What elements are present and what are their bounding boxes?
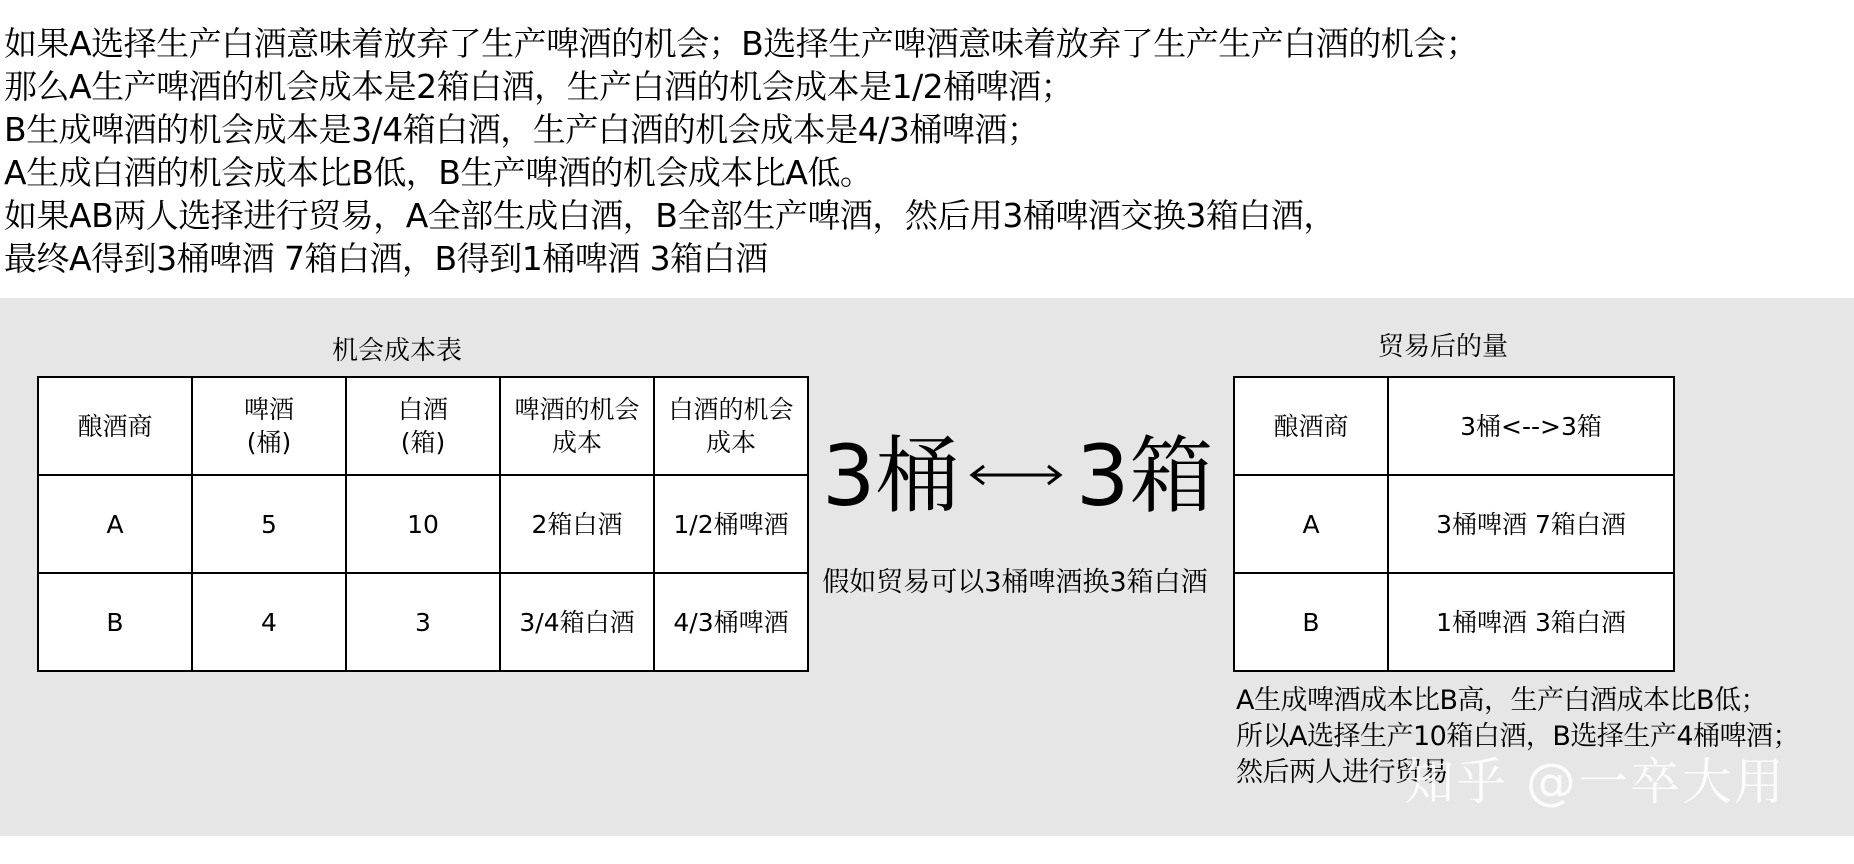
cell-beer: 5 (192, 475, 346, 573)
intro-text (4, 22, 1844, 280)
cell-brewer: A (1234, 475, 1388, 573)
exchange-left-amount: 3桶 (822, 427, 960, 525)
cell-liquor-cost: 1/2桶啤酒 (654, 475, 808, 573)
header-brewer: 酿酒商 (38, 377, 192, 475)
header-exchange: 3桶<-->3箱 (1388, 377, 1674, 475)
header-liquor (346, 377, 500, 475)
header-liquor-label: 白酒 (箱) (397, 395, 448, 457)
double-arrow-icon (966, 458, 1066, 492)
header-liquor-opportunity-cost: 白酒的机会成本 (654, 377, 808, 475)
table-row (1234, 573, 1674, 671)
exchange-right-amount: 3箱 (1076, 427, 1214, 525)
table-header-row (38, 377, 808, 475)
cell-amounts: 3桶啤酒 7箱白酒 (1388, 475, 1674, 573)
table-row (38, 475, 808, 573)
table-row (38, 573, 808, 671)
note-line-1: A生成啤酒成本比B高，生产白酒成本比B低； (1236, 685, 1768, 716)
header-beer (192, 377, 346, 475)
intro-line-6: 最终A得到3桶啤酒 7箱白酒，B得到1桶啤酒 3箱白酒 (4, 239, 768, 278)
cell-liquor: 10 (346, 475, 500, 573)
header-beer-opportunity-cost: 啤酒的机会成本 (500, 377, 654, 475)
post-trade-table (1233, 376, 1675, 672)
cell-amounts: 1桶啤酒 3箱白酒 (1388, 573, 1674, 671)
header-brewer: 酿酒商 (1234, 377, 1388, 475)
note-line-3: 然后两人进行贸易 (1236, 757, 1448, 788)
intro-line-2: 那么A生产啤酒的机会成本是2箱白酒，生产白酒的机会成本是1/2桶啤酒； (4, 67, 1074, 106)
intro-line-4: A生成白酒的机会成本比B低，B生产啤酒的机会成本比A低。 (4, 153, 873, 192)
table-header-row (1234, 377, 1674, 475)
cell-brewer: A (38, 475, 192, 573)
cell-beer: 4 (192, 573, 346, 671)
cell-beer-cost: 3/4箱白酒 (500, 573, 654, 671)
right-table-title: 贸易后的量 (1377, 332, 1508, 362)
cell-liquor-cost: 4/3桶啤酒 (654, 573, 808, 671)
note-line-2: 所以A选择生产10箱白酒，B选择生产4桶啤酒； (1236, 721, 1800, 752)
cell-brewer: B (1234, 573, 1388, 671)
exchange-caption: 假如贸易可以3桶啤酒换3箱白酒 (822, 567, 1208, 598)
cell-brewer: B (38, 573, 192, 671)
intro-line-3: B生成啤酒的机会成本是3/4箱白酒，生产白酒的机会成本是4/3桶啤酒； (4, 110, 1040, 149)
header-beer-label: 啤酒 (桶) (243, 395, 294, 457)
intro-line-5: 如果AB两人选择进行贸易，A全部生成白酒，B全部生产啤酒，然后用3桶啤酒交换3箱白酒， (4, 196, 1336, 235)
opportunity-cost-table (37, 376, 809, 672)
table-row (1234, 475, 1674, 573)
cell-beer-cost: 2箱白酒 (500, 475, 654, 573)
left-table-title: 机会成本表 (331, 336, 462, 366)
cell-liquor: 3 (346, 573, 500, 671)
zhihu-watermark: 知乎 @一卒大用 (1404, 753, 1786, 811)
intro-line-1: 如果A选择生产白酒意味着放弃了生产啤酒的机会；B选择生产啤酒意味着放弃了生产生产白酒的机会； (4, 24, 1479, 63)
